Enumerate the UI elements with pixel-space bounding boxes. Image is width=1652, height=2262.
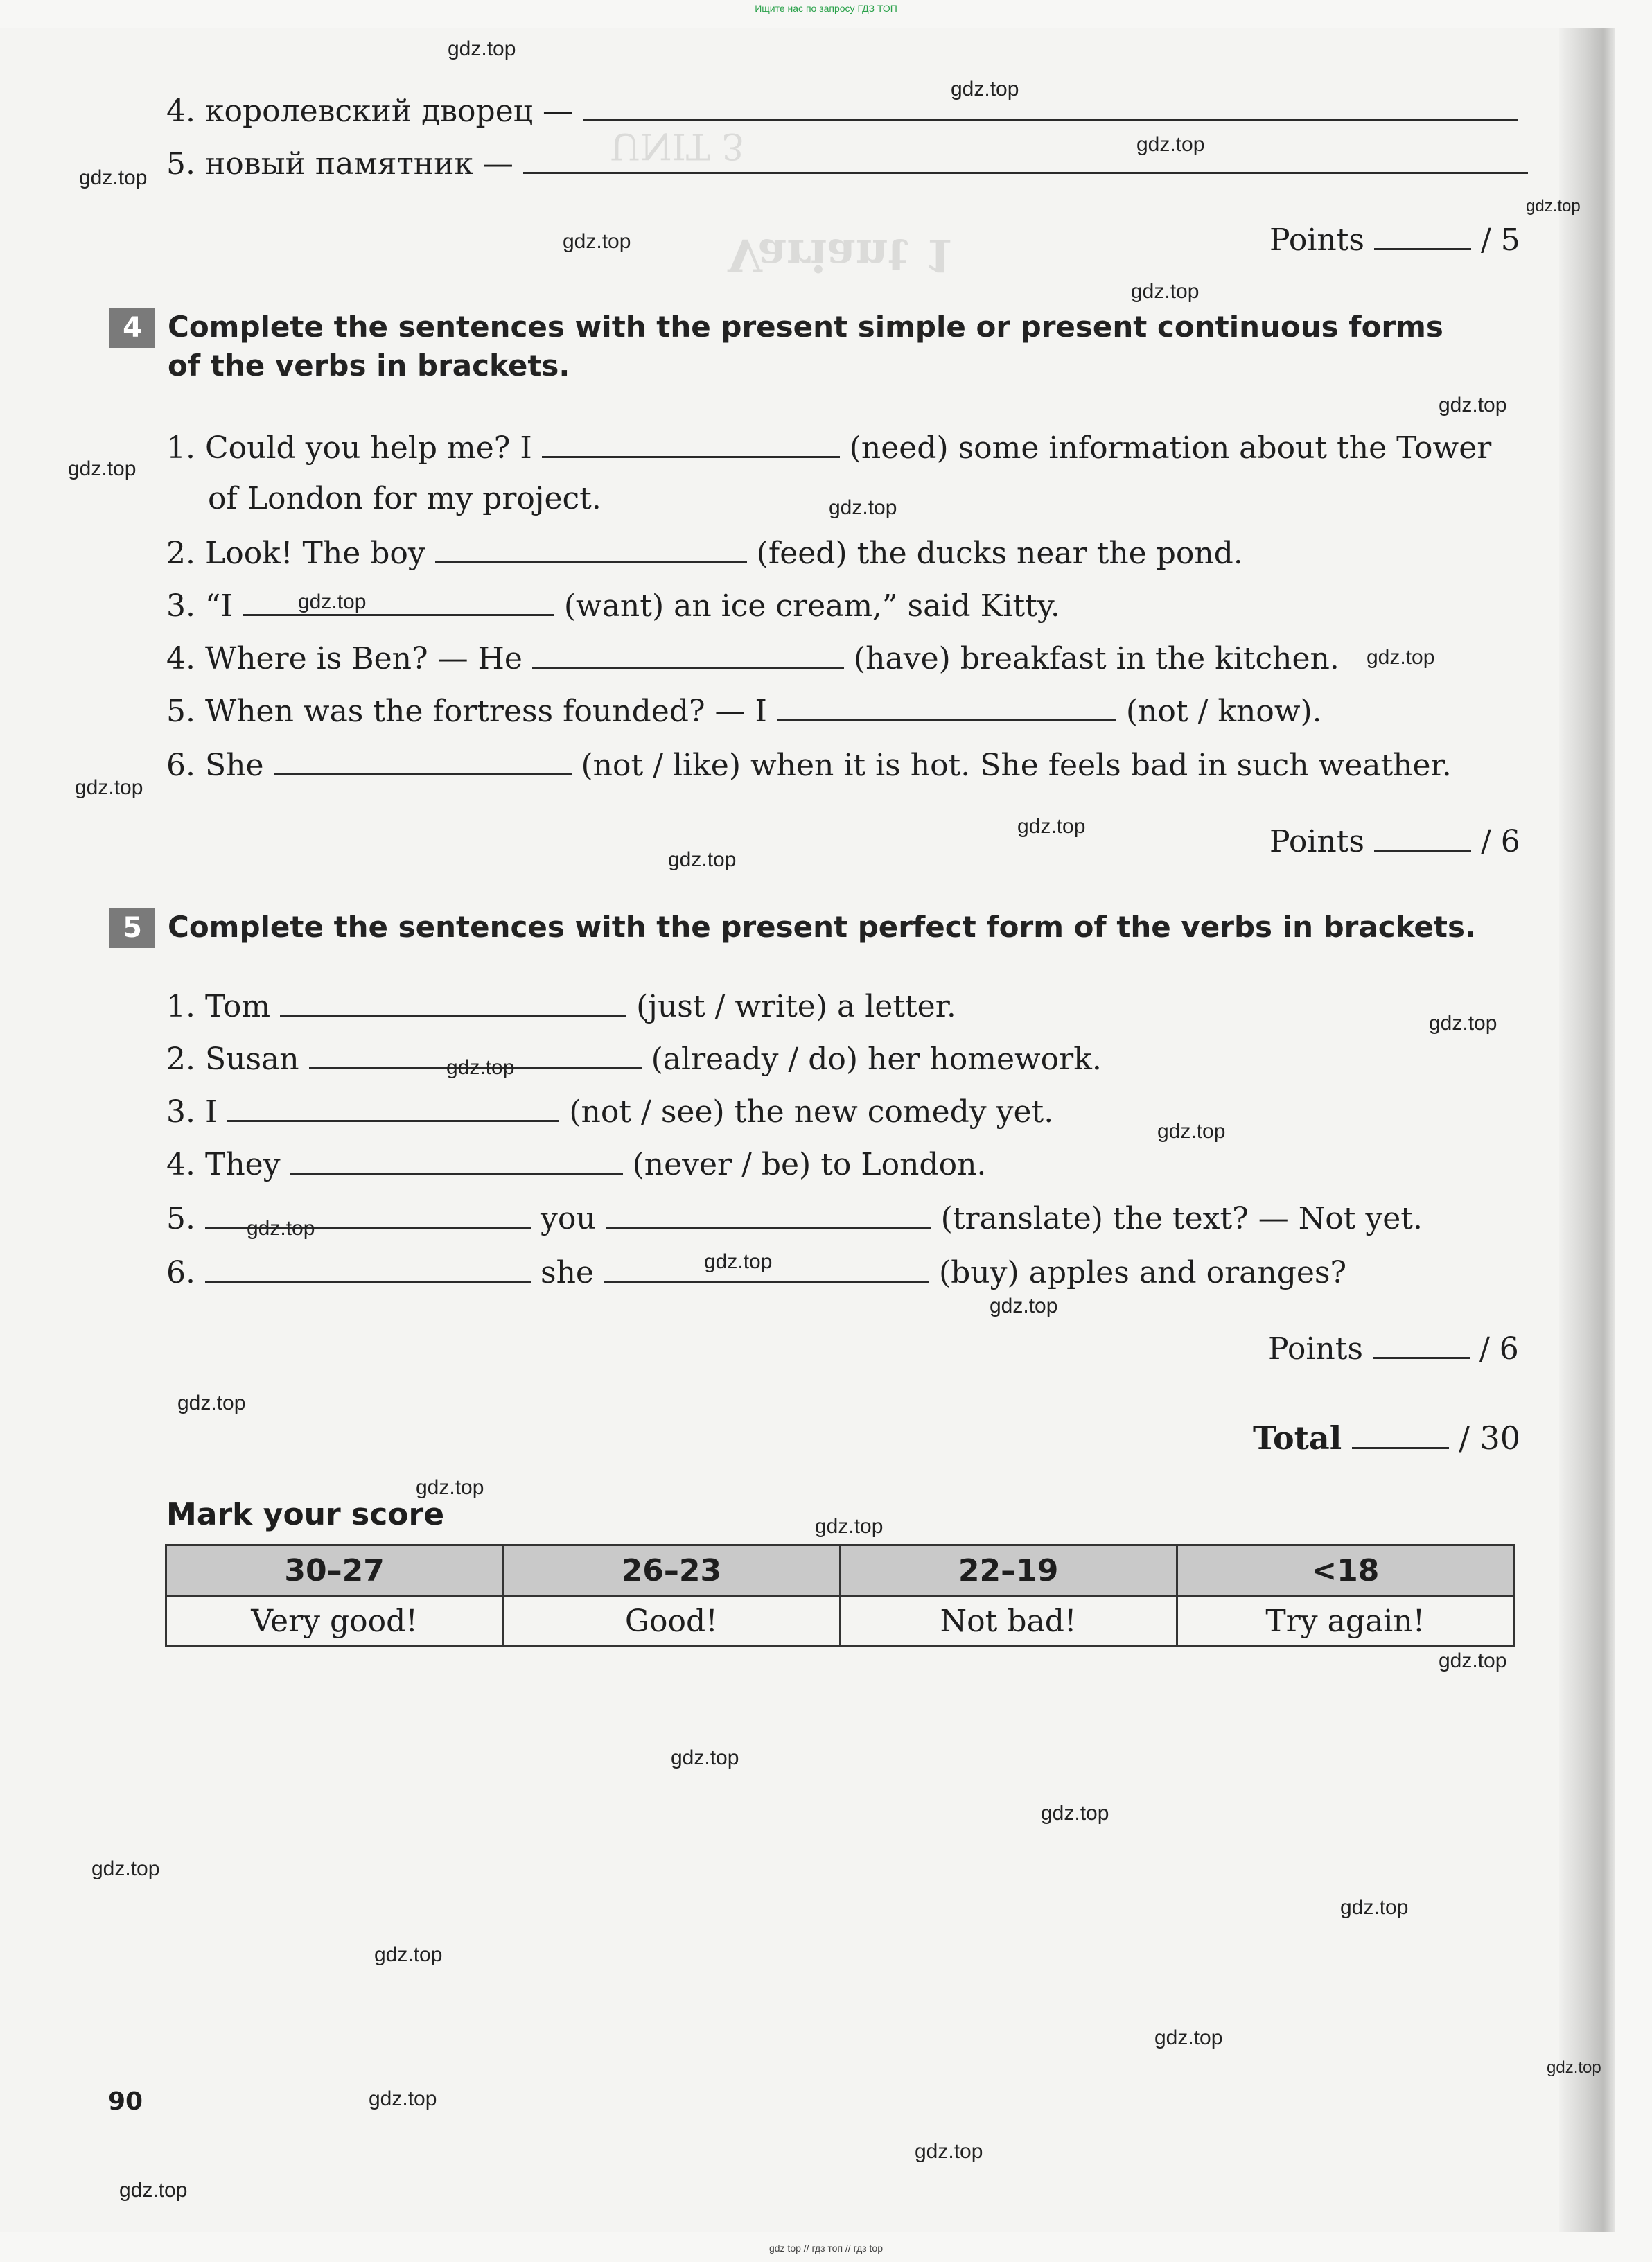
item-number: 4.: [166, 94, 195, 129]
sentence-text: (not / see) the new comedy yet.: [569, 1094, 1054, 1130]
task5-sentence-4: [166, 1145, 986, 1183]
points-blank[interactable]: [1373, 1329, 1470, 1359]
book-spine-shadow: [1559, 28, 1615, 2232]
watermark: gdz.top: [91, 1857, 160, 1880]
sentence-number: 4.: [166, 641, 195, 676]
watermark: gdz.top: [704, 1250, 773, 1273]
sentence-text: (want) an ice cream,” said Kitty.: [563, 588, 1060, 624]
watermark: gdz.top: [1429, 1012, 1497, 1035]
total-score: [1253, 1419, 1520, 1457]
item-text: королевский дворец —: [204, 94, 574, 129]
answer-blank[interactable]: [583, 91, 1518, 121]
answer-blank[interactable]: [777, 692, 1116, 721]
watermark: gdz.top: [416, 1476, 484, 1499]
sentence-number: 1.: [166, 989, 195, 1024]
watermark: gdz.top: [815, 1515, 884, 1538]
answer-blank[interactable]: [243, 586, 554, 616]
score-range-row: [166, 1545, 1514, 1596]
task5-points: [1268, 1329, 1519, 1367]
watermark: gdz.top: [951, 78, 1019, 100]
watermark: gdz.top: [668, 848, 737, 871]
sentence-text: (translate) the text? — Not yet.: [940, 1201, 1423, 1236]
sentence-text: She: [204, 748, 264, 783]
sentence-text: (not / know).: [1125, 694, 1322, 729]
answer-blank[interactable]: [290, 1145, 623, 1175]
task5-sentence-2: [166, 1040, 1102, 1078]
item-number: 5.: [166, 146, 195, 182]
sentence-text: she: [540, 1255, 594, 1290]
sentence-number: 3.: [166, 1094, 195, 1130]
sentence-text: They: [204, 1147, 281, 1182]
sentence-number: 5.: [166, 1201, 195, 1236]
watermark: gdz.top: [1547, 2058, 1601, 2077]
task5-sentence-1: [166, 987, 956, 1025]
sentence-text: When was the fortress founded? — I: [204, 694, 767, 729]
top-search-note: Ищите нас по запросу ГДЗ ТОП: [755, 3, 897, 14]
sentence-number: 6.: [166, 748, 195, 783]
task-title: Complete the sentences with the present simple or present continuous forms: [168, 310, 1443, 344]
sentence-text: you: [540, 1201, 596, 1236]
points-max: / 6: [1479, 1331, 1519, 1367]
watermark: gdz.top: [298, 590, 367, 613]
watermark: gdz.top: [1340, 1896, 1409, 1919]
ghost-unit-title: UNIT 3: [610, 125, 745, 166]
sentence-number: 6.: [166, 1255, 195, 1290]
watermark: gdz.top: [68, 457, 137, 480]
points-blank[interactable]: [1374, 220, 1471, 250]
score-table: [165, 1544, 1515, 1647]
watermark: gdz.top: [563, 230, 631, 253]
bottom-note: gdz top // гдз топ // гдз top: [768, 2243, 884, 2254]
score-grade: Not bad!: [840, 1596, 1177, 1647]
task-number-badge: 4: [109, 308, 155, 348]
watermark: gdz.top: [75, 776, 143, 799]
watermark: gdz.top: [448, 37, 516, 60]
watermark: gdz.top: [1136, 133, 1205, 156]
score-grade: Very good!: [166, 1596, 503, 1647]
answer-blank[interactable]: [205, 1253, 531, 1283]
task-title: Complete the sentences with the present perfect form of the verbs in brackets.: [168, 910, 1476, 944]
points-max: / 5: [1480, 222, 1520, 258]
sentence-text: (buy) apples and oranges?: [938, 1255, 1347, 1290]
score-grade-row: [166, 1596, 1514, 1647]
sentence-number: 5.: [166, 694, 195, 729]
watermark: gdz.top: [374, 1943, 443, 1966]
answer-blank[interactable]: [606, 1199, 931, 1229]
task5-sentence-3: [166, 1092, 1053, 1130]
score-grade: Good!: [503, 1596, 840, 1647]
sentence-text: Look! The boy: [204, 536, 425, 571]
watermark: gdz.top: [1367, 646, 1435, 669]
sentence-text: Susan: [204, 1042, 299, 1077]
watermark: gdz.top: [1041, 1802, 1109, 1825]
page-number: 90: [108, 2087, 143, 2116]
watermark: gdz.top: [247, 1217, 315, 1240]
sentence-number: 2.: [166, 1042, 195, 1077]
total-label: Total: [1253, 1419, 1342, 1457]
points-label: Points: [1268, 1331, 1363, 1367]
score-range: 22–19: [840, 1545, 1177, 1596]
watermark: gdz.top: [1526, 197, 1581, 216]
watermark: gdz.top: [915, 2140, 983, 2163]
watermark: gdz.top: [1439, 394, 1507, 417]
watermark: gdz.top: [1017, 815, 1086, 838]
task-number-badge: 5: [109, 908, 155, 948]
sentence-number: 2.: [166, 536, 195, 571]
sentence-number: 3.: [166, 588, 195, 624]
sentence-text: Could you help me? I: [204, 430, 532, 466]
ghost-variant-title: Variant 1: [728, 229, 955, 281]
task4-sentence-2: [166, 534, 1243, 572]
score-range: <18: [1177, 1545, 1513, 1596]
sentence-text: Tom: [204, 989, 271, 1024]
mark-score-title: Mark your score: [166, 1497, 445, 1532]
watermark: gdz.top: [79, 166, 148, 189]
watermark: gdz.top: [829, 496, 897, 519]
sentence-text: I: [204, 1094, 218, 1130]
answer-blank[interactable]: [435, 534, 747, 563]
task5-sentence-5: [166, 1199, 1423, 1237]
watermark: gdz.top: [177, 1392, 246, 1414]
answer-blank[interactable]: [523, 144, 1528, 174]
watermark: gdz.top: [1439, 1649, 1507, 1672]
task4-sentence-5: [166, 692, 1322, 730]
sentence-number: 4.: [166, 1147, 195, 1182]
total-max: / 30: [1459, 1419, 1521, 1457]
sentence-text: (have) breakfast in the kitchen.: [853, 641, 1339, 676]
sentence-number: 1.: [166, 430, 195, 466]
answer-blank[interactable]: [542, 428, 840, 458]
watermark: gdz.top: [671, 1746, 739, 1769]
score-range: 30–27: [166, 1545, 503, 1596]
sentence-text: (feed) the ducks near the pond.: [756, 536, 1243, 571]
task4-points: [1269, 822, 1520, 860]
watermark: gdz.top: [119, 2179, 188, 2202]
score-grade: Try again!: [1177, 1596, 1513, 1647]
points-label: Points: [1269, 824, 1364, 859]
watermark: gdz.top: [1154, 2026, 1223, 2049]
answer-blank[interactable]: [274, 746, 572, 775]
answer-blank[interactable]: [532, 639, 844, 669]
points-label: Points: [1269, 222, 1364, 258]
task-5-heading: [109, 908, 1476, 948]
translate-item-5: [166, 144, 1528, 182]
task4-sentence-6: [166, 746, 1452, 784]
sentence-text: (already / do) her homework.: [651, 1042, 1102, 1077]
item-text: новый памятник —: [204, 146, 513, 182]
watermark: gdz.top: [446, 1056, 515, 1079]
points-blank[interactable]: [1374, 822, 1471, 852]
sentence-text: Where is Ben? — He: [204, 641, 522, 676]
sentence-text: (never / be) to London.: [632, 1147, 987, 1182]
sentence-text: “I: [204, 588, 233, 624]
translate-item-4: [166, 91, 1518, 130]
task-4-heading: [109, 308, 1443, 348]
watermark: gdz.top: [369, 2087, 437, 2110]
task4-sentence-1: [166, 428, 1491, 466]
watermark: gdz.top: [1131, 280, 1200, 303]
score-range: 26–23: [503, 1545, 840, 1596]
watermark: gdz.top: [1157, 1120, 1226, 1143]
task4-sentence-1-cont: of London for my project.: [208, 481, 601, 516]
sentence-text: (not / like) when it is hot. She feels bad in such weather.: [581, 748, 1452, 783]
sentence-text: (just / write) a letter.: [636, 989, 956, 1024]
sentence-text: (need) some information about the Tower: [849, 430, 1492, 466]
task4-sentence-4: [166, 639, 1339, 677]
task-4-heading-cont: of the verbs in brackets.: [168, 349, 570, 383]
answer-blank[interactable]: [280, 987, 626, 1017]
answer-blank[interactable]: [227, 1092, 559, 1122]
total-blank[interactable]: [1352, 1419, 1449, 1449]
watermark: gdz.top: [990, 1295, 1058, 1317]
points-max: / 6: [1480, 824, 1520, 859]
section3-points: [1269, 220, 1520, 258]
